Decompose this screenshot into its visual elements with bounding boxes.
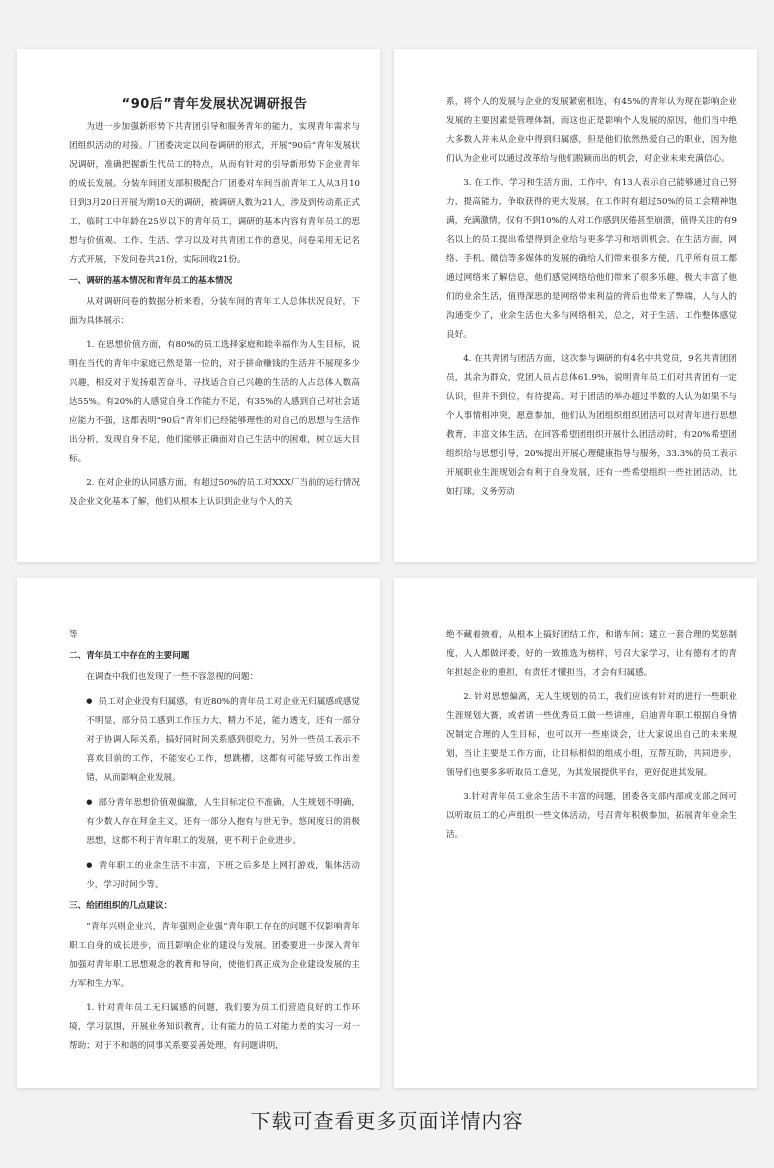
paragraph: 2. 针对思想偏离，无人生规划的员工，我们应该有针对的进行一些职业生涯规划大赛，或者请一些优秀员工做一些讲座，启迪青年职工根据自身情况制定合理的人生目标，也可以开一些座谈会，让大家说出自己的未来规划，当让主要是工作方面，让目标相似的组成小组，互帮互助，共同进步，领导们也要多多听取员工意见，为其发展提供平台，更好促进其发展。 [446, 692, 737, 778]
paragraph: “青年兴则企业兴，青年强则企业强”青年职工存在的问题不仅影响青年职工自身的成长进步，而且影响企业的建设与发展。团委要进一步深入青年加强对青年职工思想观念的教育和导向，使他们真正成为企业建设发展的主力军和生力军。 [69, 922, 360, 989]
bullet-item: ● 员工对企业没有归属感，有近80%的青年员工对企业无归属感或感觉不明显，部分员工感到工作压力大，精力不足，能力透支，还有一部分对于协调人际关系，搞好同时间关系感到很吃力，另外一些员工表示不喜欢目前的工作，不能安心工作，想跳槽，这都有可能导致工作出差错，从而影响企业发展。 [69, 692, 360, 788]
document-title: “90后”青年发展状况调研报告 [121, 97, 308, 112]
paragraph: 1. 针对青年员工无归属感的问题，我们要为员工们营造良好的工作环境，学习氛围，开展业务知识教育，让有能力的员工对能力差的实习一对一帮助；对于不和谐的同事关系要妥善处理，有问题讲明， [69, 1003, 360, 1051]
paragraph: 2. 在对企业的认同感方面，有超过50%的员工对XXX厂当前的运行情况及企业文化基本了解，他们从根本上认识到企业与个人的关 [69, 478, 360, 507]
paragraph: 绝不藏着掖着，从根本上搞好团结工作，和谐车间；建立一套合理的奖惩制度，人人都做评委，好的一致推选为榜样，号召大家学习，让有德有才的青年担起企业的重担，有责任才懂担当，才会有归属感。 [446, 630, 737, 678]
paragraph: 等 [69, 630, 78, 640]
paragraph: 3. 在工作、学习和生活方面，工作中，有13人表示自己能够通过自己努力，提高能力，争取获得的更大发展，在工作时有超过50%的员工会精神饱满，充满激情，仅有不到10%的人对工作感到厌倦甚至崩溃，值得关注的有9名以上的员工提出希望得到企业给与更多学习和培训机会。在生活方面，网络、手机、微信等多媒体的发展的确给人们带来很多方便，几乎所有员工都通过网络来了解信息，他们感觉网络给他们带来了很多乐趣，极大丰富了他们的业余生活，值得深思的是网络带来利益的背后也带来了弊端，人与人的沟通变少了，业余生活也大多与网络相关，总之，对于生活、工作整体感觉良好。 [446, 178, 737, 340]
document-page-4 [394, 578, 757, 1088]
section-heading-2: 二、青年员工中存在的主要问题 [69, 651, 190, 661]
paragraph: 4. 在共青团与团活方面，这次参与调研的有4名中共党员，9名共青团团员，其余为群众，党团人员占总体61.9%，说明青年员工们对共青团有一定认识，但并不到位，有待提高。对于团活的举办超过半数的人认为如果不与个人事情相冲突，愿意参加，他们认为团组织组织团活可以对青年进行思想教育，丰富文体生活，在回答希望团组织开展什么团活动时，有20%希望团组织给与思想引导，20%提出开展心理健康指导与服务，33.3%的员工表示开展职业生涯规划会有利于自身发展，还有一些希望组织一些社团活动，比如打球，义务劳动 [446, 354, 737, 497]
document-page-1 [17, 49, 380, 562]
paragraph: 1. 在思想价值方面，有80%的员工选择家庭和睦幸福作为人生目标，说明在当代的青年中家庭已然是第一位的，对于拼命赚钱的生活并不展现多少兴趣，相反对于发扬艰苦奋斗，寻找适合自己兴趣的生活的人占总体人数高达55%。有20%的人感觉自身工作能力不足，有35%的人感到自己对社会适应能力不强，这都表明“90后”青年们已经能够理性的对自己的思想与生活作出分析，发现自身不足，他们能够正确面对自己生活中的困难，树立远大目标。 [69, 340, 360, 464]
paragraph: 系，将个人的发展与企业的发展紧密相连，有45%的青年认为现在影响企业发展的主要因素是管理体制，而这也正是影响个人发展的原因，他们当中绝大多数人并未从企业中得到归属感，但是他们依然热爱自己的职业，因为他们认为企业可以通过改革给与他们脱颖而出的机会，对企业未来充满信心。 [446, 97, 737, 164]
intro-paragraph: 为进一步加强新形势下共青团引导和服务青年的能力，实现青年需求与团组织活动的对接。厂团委决定以问卷调研的形式，开展“90后”青年发展状况调研，准确把握新生代员工的特点，从而有针对的引导新形势下企业青年的成长发展。分装车间团支部积极配合厂团委对车间当前青年工人从3月10日到3月20日开展为期10天的调研，被调研人数为21人，涉及到传动系正式工、临时工中年龄在25岁以下的青年员工，调研的基本内容有青年员工的思想与价值观、工作、生活、学习以及对共青团工作的意见，问卷采用无记名方式开展，下发问卷共21份，实际回收21份。 [69, 122, 360, 265]
paragraph: 从对调研问卷的数据分析来看，分装车间的青年工人总体状况良好，下面为具体展示： [69, 297, 360, 326]
section-heading-3: 三、给团组织的几点建议： [69, 901, 173, 911]
bullet-item: ● 部分青年思想价值观偏激，人生目标定位不准确，人生规划不明确，有少数人存在拜金主义，还有一部分人抱有与世无争，悠闲度日的消极思想，这都不利于青年职工的发展，更不利于企业进步。 [69, 793, 360, 851]
document-page-3 [17, 578, 380, 1088]
section-heading-1: 一、调研的基本情况和青年员工的基本情况 [69, 276, 233, 286]
download-more-prompt[interactable]: 下载可查看更多页面详情内容 [250, 1109, 524, 1133]
paragraph: 3.针对青年员工业余生活不丰富的问题，团委各支部内部或支部之间可以听取员工的心声组织一些文体活动，号召青年积极参加，拓展青年业余生活。 [446, 792, 737, 840]
paragraph: 在调查中我们也发现了一些不容忽视的问题： [86, 672, 259, 682]
document-page-2 [394, 49, 757, 562]
bullet-item: ● 青年职工的业余生活不丰富，下班之后多是上网打游戏，集体活动少，学习时间少等。 [69, 856, 360, 895]
